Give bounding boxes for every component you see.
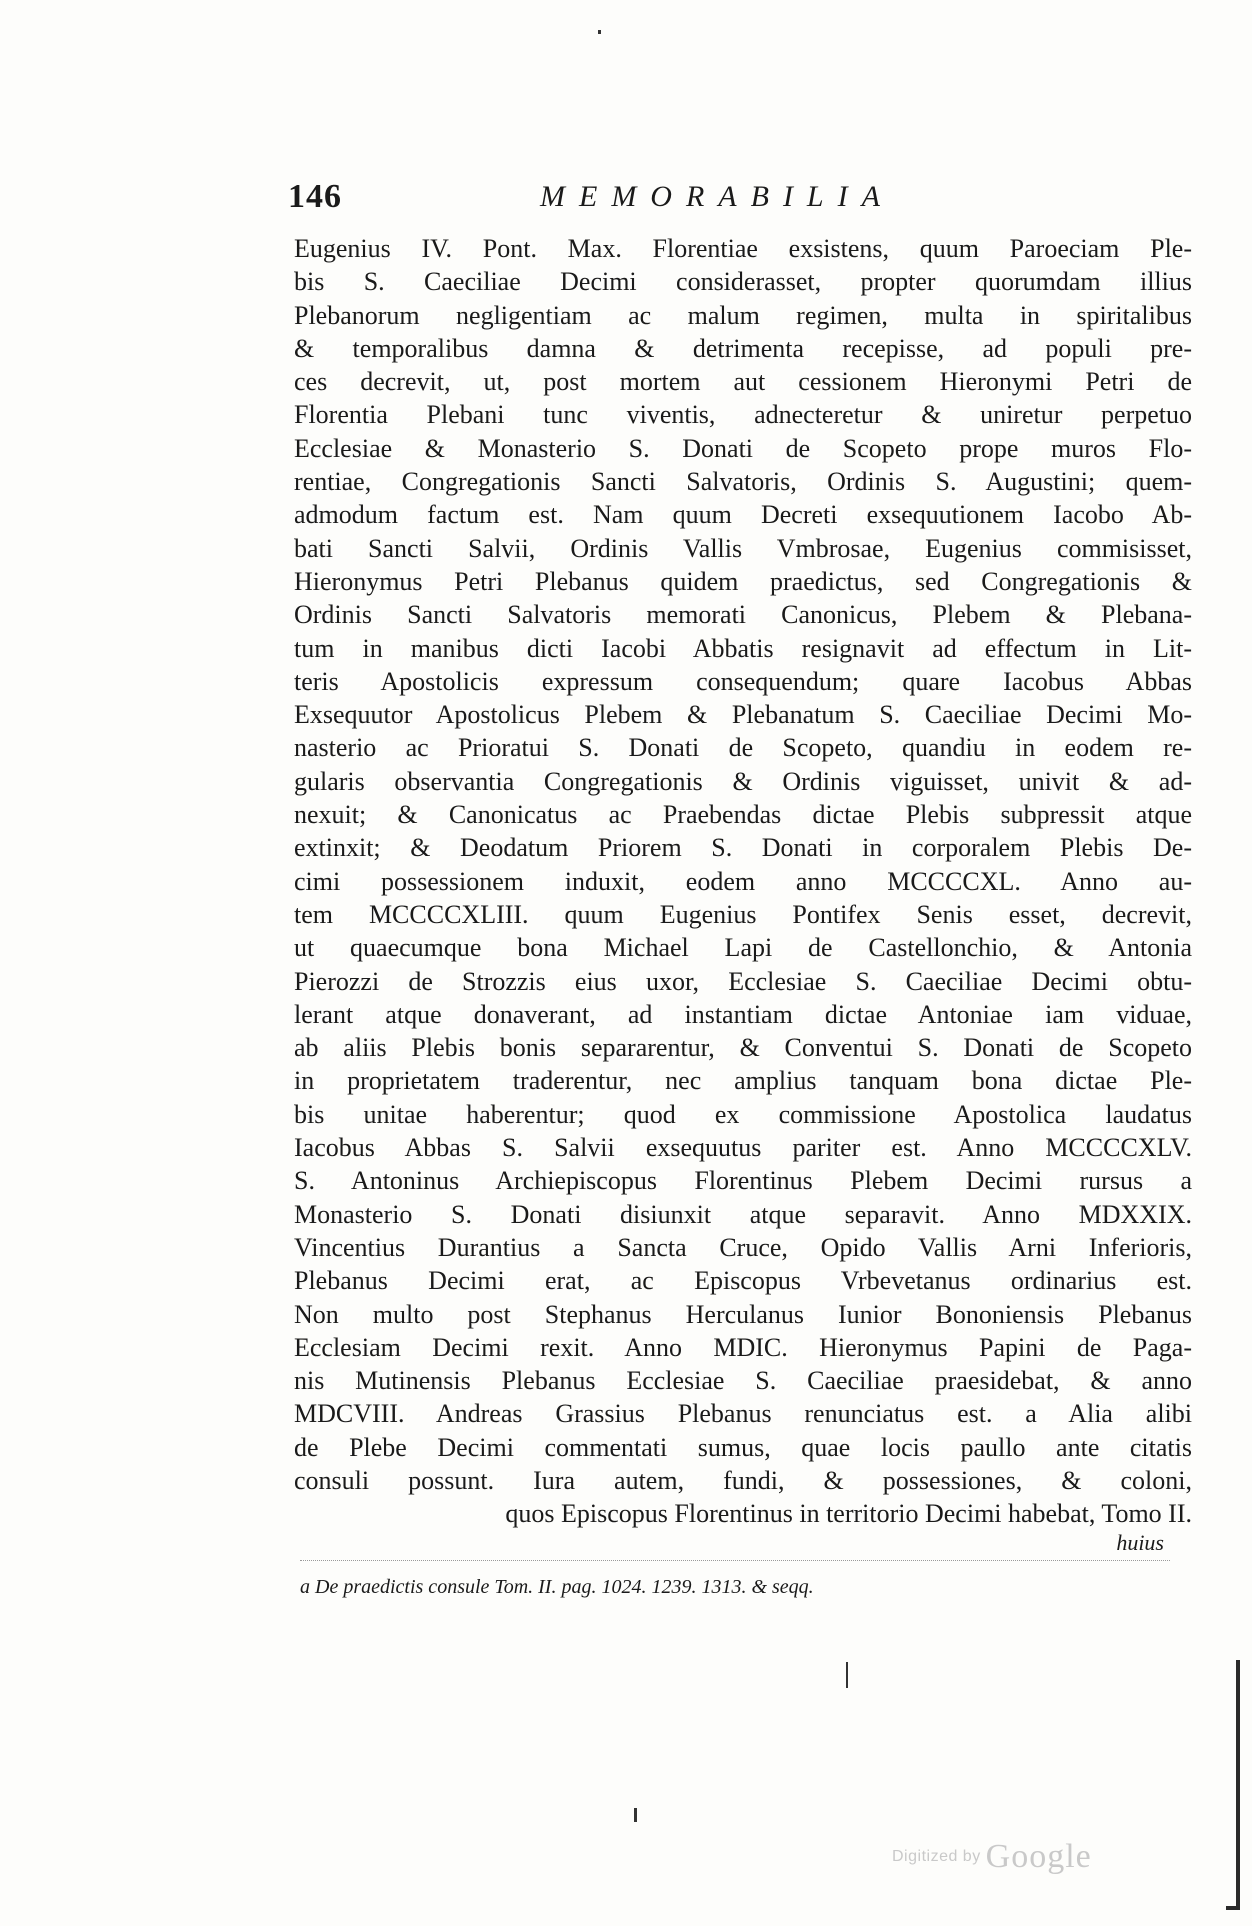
text-line: ab aliis Plebis bonis separarentur, & Conventui S. Donati de Scopeto [294,1033,1192,1063]
text-line: Ecclesiam Decimi rexit. Anno MDIC. Hieronymus Papini de Paga- [294,1332,1192,1362]
text-line: admodum factum est. Nam quum Decreti exsequutionem Iacobo Ab- [294,500,1192,530]
text-line: ut quaecumque bona Michael Lapi de Castellonchio, & Antonia [294,933,1192,963]
text-line: lerant atque donaverant, ad instantiam dictae Antoniae iam viduae, [294,999,1192,1029]
text-line: Exsequutor Apostolicus Plebem & Plebanatum S. Caeciliae Decimi Mo- [294,700,1192,730]
text-line: rentiae, Congregationis Sancti Salvatoris, Ordinis S. Augustini; quem- [294,467,1192,497]
text-line: MDCVIII. Andreas Grassius Plebanus renunciatus est. a Alia alibi [294,1399,1192,1429]
text-line: nis Mutinensis Plebanus Ecclesiae S. Caeciliae praesidebat, & anno [294,1366,1192,1396]
print-speck [634,1808,637,1822]
text-line: & temporalibus damna & detrimenta recepisse, ad populi pre- [294,333,1192,363]
text-line: ces decrevit, ut, post mortem aut cessionem Hieronymi Petri de [294,367,1192,397]
text-line: quos Episcopus Florentinus in territorio Decimi habebat, Tomo II. [505,1499,1192,1529]
text-line: nexuit; & Canonicatus ac Praebendas dictae Plebis subpressit atque [294,800,1192,830]
text-line: Eugenius IV. Pont. Max. Florentiae exsistens, quum Paroeciam Ple- [294,234,1192,263]
text-line: tem MCCCCXLIII. quum Eugenius Pontifex Senis esset, decrevit, [294,899,1192,929]
text-line: extinxit; & Deodatum Priorem S. Donati in corporalem Plebis De- [294,833,1192,863]
text-line: cimi possessionem induxit, eodem anno MCCCCXL. Anno au- [294,866,1192,896]
watermark-prefix: Digitized by [892,1848,981,1866]
text-line: teris Apostolicis expressum consequendum; quare Iacobus Abbas [294,666,1192,696]
google-logo: Google [985,1838,1092,1875]
print-speck [846,1662,848,1688]
text-line: Pierozzi de Strozzis eius uxor, Ecclesiae S. Caeciliae Decimi obtu- [294,966,1192,996]
text-line: Hieronymus Petri Plebanus quidem praedictus, sed Congregationis & [294,566,1192,596]
text-line: S. Antoninus Archiepiscopus Florentinus Plebem Decimi rursus a [294,1166,1192,1196]
footnote-divider [300,1560,1170,1561]
print-speck [598,30,601,34]
page-header [288,178,1188,226]
text-line: Plebanorum negligentiam ac malum regimen, multa in spiritalibus [294,300,1192,330]
text-line: consuli possunt. Iura autem, fundi, & possessiones, & coloni, [294,1465,1192,1495]
text-line: gularis observantia Congregationis & Ordinis viguisset, univit & ad- [294,766,1192,796]
text-line: Ordinis Sancti Salvatoris memorati Canonicus, Plebem & Plebana- [294,600,1192,630]
page-edge-mark [1236,1660,1240,1910]
text-line: Florentia Plebani tunc viventis, adnecteretur & uniretur perpetuo [294,400,1192,430]
catchword: huius [1116,1530,1164,1555]
text-line: bis S. Caeciliae Decimi considerasset, propter quorumdam illius [294,267,1192,297]
text-line: tum in manibus dicti Iacobi Abbatis resignavit ad effectum in Lit- [294,633,1192,663]
text-line: Ecclesiae & Monasterio S. Donati de Scopeto prope muros Flo- [294,433,1192,463]
text-line: bati Sancti Salvii, Ordinis Vallis Vmbrosae, Eugenius commisisset, [294,533,1192,563]
text-line: Non multo post Stephanus Herculanus Iunior Bononiensis Plebanus [294,1299,1192,1329]
running-title: MEMORABILIA [540,180,894,213]
footnote: a De praedictis consule Tom. II. pag. 1024. 1239. 1313. & seqq. [300,1576,814,1598]
page-number: 146 [288,178,342,215]
text-line: Monasterio S. Donati disiunxit atque separavit. Anno MDXXIX. [294,1199,1192,1229]
text-line: Iacobus Abbas S. Salvii exsequutus pariter est. Anno MCCCCXLV. [294,1133,1192,1163]
text-line: bis unitae haberentur; quod ex commissione Apostolica laudatus [294,1099,1192,1129]
text-line: de Plebe Decimi commentati sumus, quae locis paullo ante citatis [294,1432,1192,1462]
digitization-watermark [892,1838,1092,1876]
text-line: Vincentius Durantius a Sancta Cruce, Opido Vallis Arni Inferioris, [294,1232,1192,1262]
text-line: Plebanus Decimi erat, ac Episcopus Vrbevetanus ordinarius est. [294,1266,1192,1296]
body-text [294,232,1192,1531]
text-line: in proprietatem traderentur, nec amplius tanquam bona dictae Ple- [294,1066,1192,1096]
text-line: nasterio ac Prioratui S. Donati de Scopeto, quandiu in eodem re- [294,733,1192,763]
